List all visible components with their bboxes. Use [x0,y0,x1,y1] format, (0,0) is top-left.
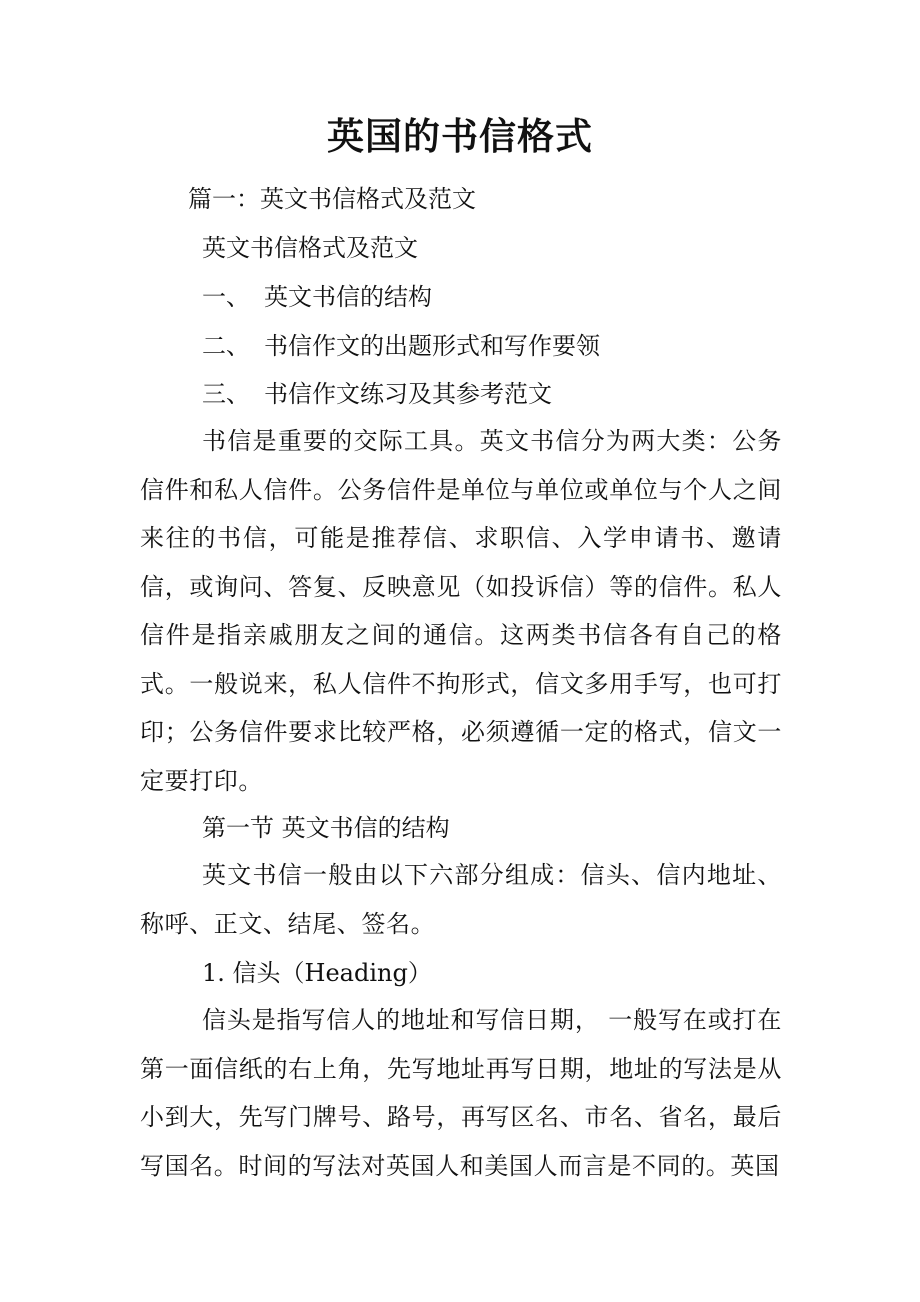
outline-number: 一、 [202,283,250,311]
item-heading: 1. 信头（Heading） [202,959,432,987]
outline-number: 二、 [202,332,250,360]
outline-number: 三、 [202,380,250,408]
heading-paragraph: 信头是指写信人的地址和写信日期， 一般写在或打在第一面信纸的右上角，先写地址再写日期，地址的写法是从小到大，先写门牌号、路号，再写区名、市名、省名，最后写国名。时间的写法对英国人和美国人而言是不同的。英国 [140,1006,782,1180]
section-heading: 篇一：英文书信格式及范文 [188,185,476,213]
subheading: 英文书信格式及范文 [202,234,418,262]
outline-item-1 [202,280,432,314]
outline-item-3 [202,377,552,411]
outline-text: 英文书信的结构 [264,283,432,311]
intro-paragraph: 书信是重要的交际工具。英文书信分为两大类：公务信件和私人信件。公务信件是单位与单位或单位与个人之间来往的书信，可能是推荐信、求职信、入学申请书、邀请信，或询问、答复、反映意见（如投诉信）等的信件。私人信件是指亲戚朋友之间的通信。这两类书信各有自己的格式。一般说来，私人信件不拘形式，信文多用手写，也可打印；公务信件要求比较严格，必须遵循一定的格式，信文一定要打印。 [140,427,782,795]
chapter-heading: 第一节 英文书信的结构 [202,814,450,842]
outline-item-2 [202,329,600,363]
composition-paragraph: 英文书信一般由以下六部分组成：信头、信内地址、称呼、正文、结尾、签名。 [140,861,782,938]
outline-text: 书信作文的出题形式和写作要领 [264,332,600,360]
document-title: 英国的书信格式 [327,114,593,158]
outline-text: 书信作文练习及其参考范文 [264,380,552,408]
